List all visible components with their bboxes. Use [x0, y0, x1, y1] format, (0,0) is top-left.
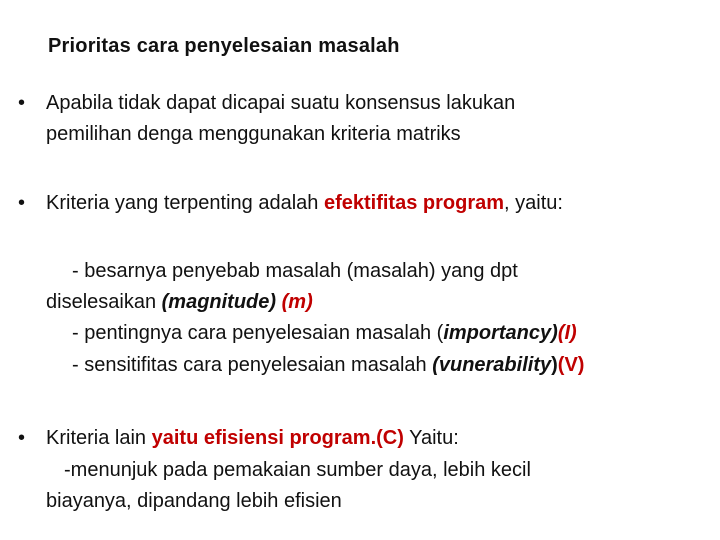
- bullet-3-line-3: biayanya, dipandang lebih efisien: [46, 490, 342, 512]
- bullet-3-line-2: -menunjuk pada pemakaian sumber daya, lebih kecil: [64, 459, 531, 481]
- bullet-1-line-2: pemilihan denga menggunakan kriteria matriks: [46, 123, 461, 145]
- bullet-2-text-before: Kriteria yang terpenting adalah: [46, 192, 324, 214]
- bullet-icon: •: [18, 192, 26, 214]
- sub-item-1-plain: diselesaikan: [46, 291, 162, 313]
- bullet-3-text-after: Yaitu:: [403, 427, 459, 449]
- bullet-1-line-1: Apabila tidak dapat dicapai suatu konsensus lakukan: [46, 92, 516, 114]
- sub-item-3-close: ): [551, 354, 558, 376]
- slide-title: Prioritas cara penyelesaian masalah: [48, 35, 400, 57]
- sub-item-2-plain: - pentingnya cara penyelesaian masalah (: [72, 322, 444, 344]
- sub-item-1-line-2: [46, 287, 313, 317]
- sub-item-3-code: (V): [557, 354, 585, 376]
- sub-item-2: [72, 318, 577, 348]
- sub-item-1-code: (m): [276, 291, 313, 313]
- sub-item-2-code: (I): [557, 322, 577, 344]
- bullet-3-text: [46, 423, 459, 453]
- bullet-icon: •: [18, 92, 26, 114]
- bullet-3-highlight: yaitu efisiensi program.(C): [151, 427, 404, 449]
- sub-item-1-line-1: - besarnya penyebab masalah (masalah) yang dpt: [72, 260, 518, 282]
- bullet-icon: •: [18, 427, 26, 449]
- sub-item-1-term: (magnitude): [161, 291, 277, 313]
- bullet-2-highlight: efektifitas program: [323, 192, 505, 214]
- bullet-2-text-after: , yaitu:: [504, 192, 563, 214]
- sub-item-3-term: (vunerability: [432, 354, 552, 376]
- bullet-3-text-before: Kriteria lain: [46, 427, 152, 449]
- sub-item-2-term: importancy): [443, 322, 558, 344]
- sub-item-3: [72, 350, 584, 380]
- bullet-2-text: [46, 188, 563, 218]
- sub-item-3-plain: - sensitifitas cara penyelesaian masalah: [72, 354, 433, 376]
